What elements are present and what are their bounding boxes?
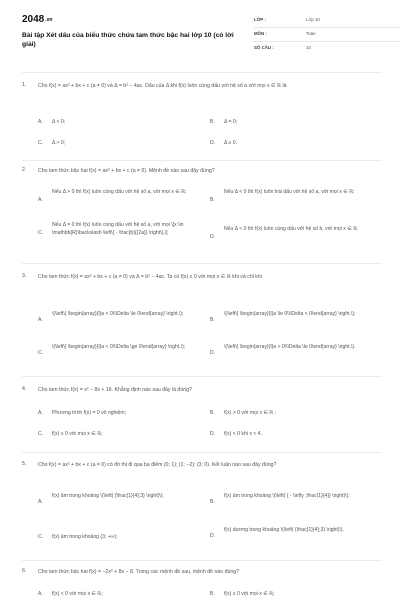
option-text: f(x) âm trong khoảng \(\left( {\frac{1}{4};3} \right)\); bbox=[52, 493, 164, 499]
option-text: Δ > 0; bbox=[52, 140, 66, 146]
option-letter: A. bbox=[38, 197, 43, 203]
logo-suffix: .vn bbox=[45, 17, 53, 23]
divider bbox=[22, 72, 382, 73]
option-letter: B. bbox=[210, 197, 215, 203]
divider bbox=[22, 263, 382, 264]
divider bbox=[22, 452, 382, 453]
option-text: \(\left\{ \begin{array}{l}a < 0\\\Delta \ge 0\end{array} \right.\); bbox=[52, 344, 186, 350]
question-number: 5. bbox=[22, 461, 27, 467]
option-letter: D. bbox=[210, 140, 216, 146]
option-c[interactable] bbox=[38, 343, 208, 365]
option-b[interactable] bbox=[210, 188, 382, 210]
meta-key: MÔN : bbox=[254, 31, 267, 36]
document-header bbox=[22, 14, 382, 58]
option-text: Δ ≥ 0. bbox=[224, 140, 237, 146]
option-a[interactable] bbox=[38, 188, 208, 210]
option-letter: D. bbox=[210, 234, 216, 240]
divider bbox=[22, 376, 382, 377]
option-letter: C. bbox=[38, 431, 44, 437]
option-text: Phương trình f(x) = 0 vô nghiệm; bbox=[52, 410, 126, 416]
option-text: f(x) dương trong khoảng \(\left( {\frac{1}{4};3} \right)\). bbox=[224, 527, 345, 533]
option-a[interactable] bbox=[38, 310, 208, 332]
question-text: Cho tam thức bậc hai f(x) = −2x² + 8x − 8. Trong các mệnh đề sau, mệnh đề nào đúng? bbox=[38, 569, 240, 575]
question-text: Cho f(x) = ax² + bx + c (a ≠ 0) có đồ thị đi qua ba điểm (0; 1); (1; −2); (3; 0). Kết luận nào sau đây đúng? bbox=[38, 462, 277, 468]
option-text: Nếu Δ = 0 thì f(x) luôn cùng dấu với hệ số a, với mọi \[x \in \mathbb{R}\backslash \left\{ - \frac{b}{{2a}} \right\},\] bbox=[52, 222, 184, 236]
meta-row-subject bbox=[254, 28, 400, 42]
option-text: Δ = 0; bbox=[224, 119, 238, 125]
meta-key: LỚP : bbox=[254, 17, 266, 22]
option-letter: C. bbox=[38, 350, 44, 356]
question-6 bbox=[22, 568, 382, 600]
question-5 bbox=[22, 461, 382, 557]
meta-row-class bbox=[254, 14, 400, 28]
option-letter: B. bbox=[210, 317, 215, 323]
option-letter: A. bbox=[38, 591, 43, 597]
option-text: Nếu Δ > 0 thì f(x) luôn cùng dấu với hệ số a, với mọi x ∈ ℝ; bbox=[52, 189, 187, 195]
meta-key: SỐ CÂU : bbox=[254, 45, 274, 50]
option-text: Nếu Δ < 0 thì f(x) luôn cùng dấu với hệ số b, với mọi x ∈ ℝ. bbox=[224, 226, 359, 232]
divider bbox=[22, 160, 382, 161]
question-text: Cho tam thức f(x) = ax² + bx + c (a ≠ 0) và Δ = b² − 4ac. Ta có f(x) ≤ 0 với mọi x ∈ ℝ khi và chỉ khi bbox=[38, 274, 262, 280]
option-letter: D. bbox=[210, 431, 216, 437]
option-b[interactable] bbox=[210, 492, 382, 514]
question-number: 3. bbox=[22, 273, 27, 279]
option-text: f(x) < 0 với mọi x ∈ ℝ; bbox=[52, 591, 103, 597]
option-letter: D. bbox=[210, 350, 216, 356]
question-3 bbox=[22, 273, 382, 373]
meta-row-count bbox=[254, 42, 400, 55]
question-number: 1. bbox=[22, 82, 27, 88]
option-text: f(x) ≥ 0 với mọi x ∈ ℝ; bbox=[52, 431, 103, 437]
question-text: Cho tam thức f(x) = x² − 8x + 16. Khẳng định nào sau đây là đúng? bbox=[38, 387, 192, 393]
option-letter: B. bbox=[210, 410, 215, 416]
option-d[interactable] bbox=[210, 225, 382, 247]
question-number: 6. bbox=[22, 568, 27, 574]
question-number: 2. bbox=[22, 167, 27, 173]
option-text: Nếu Δ < 0 thì f(x) luôn trái dấu với hệ số a, với mọi x ∈ ℝ; bbox=[224, 189, 355, 195]
option-a[interactable] bbox=[38, 492, 208, 514]
meta-value: 10 bbox=[306, 45, 311, 50]
option-letter: A. bbox=[38, 119, 43, 125]
meta-value: Toán bbox=[306, 31, 316, 36]
option-letter: B. bbox=[210, 499, 215, 505]
option-text: f(x) âm trong khoảng \(\left( { - \infty ;\frac{1}{4}} \right)\); bbox=[224, 493, 350, 499]
option-letter: C. bbox=[38, 534, 44, 540]
question-1 bbox=[22, 82, 382, 158]
site-logo[interactable] bbox=[22, 14, 52, 25]
option-d[interactable] bbox=[210, 526, 382, 548]
option-text: f(x) ≥ 0 với mọi x ∈ ℝ; bbox=[224, 591, 275, 597]
divider bbox=[22, 560, 382, 561]
question-number: 4. bbox=[22, 386, 27, 392]
option-letter: B. bbox=[210, 119, 215, 125]
logo-text: 2048 bbox=[22, 14, 45, 25]
option-letter: A. bbox=[38, 410, 43, 416]
option-d[interactable] bbox=[210, 343, 382, 365]
meta-value: Lớp 10 bbox=[306, 17, 320, 22]
option-text: f(x) âm trong khoảng (3; +∞); bbox=[52, 534, 118, 540]
question-4 bbox=[22, 386, 382, 448]
option-letter: C. bbox=[38, 140, 44, 146]
option-letter: C. bbox=[38, 230, 44, 236]
option-letter: A. bbox=[38, 499, 43, 505]
option-text: \(\left\{ \begin{array}{l}a > 0\\\Delta \le 0\end{array} \right.\). bbox=[224, 344, 356, 350]
option-letter: D. bbox=[210, 533, 216, 539]
option-text: \(\left\{ \begin{array}{l}a \le 0\\\Delta < 0\end{array} \right.\); bbox=[224, 311, 356, 317]
option-text: f(x) > 0 với mọi x ∈ ℝ ; bbox=[224, 410, 277, 416]
option-text: \(\left\{ \begin{array}{l}a < 0\\\Delta \le 0\end{array} \right.\); bbox=[52, 311, 184, 317]
page-title: Bài tập Xét dấu của biểu thức chứa tam thức bậc hai lớp 10 (có lời giải) bbox=[22, 32, 234, 48]
option-letter: A. bbox=[38, 317, 43, 323]
question-text: Cho f(x) = ax² + bx + c (a ≠ 0) và Δ = b² − 4ac. Dấu của Δ khi f(x) luôn cùng dấu với hệ số a với mọi x ∈ ℝ là bbox=[38, 83, 287, 89]
option-b[interactable] bbox=[210, 310, 382, 332]
option-text: Δ < 0; bbox=[52, 119, 66, 125]
question-text: Cho tam thức bậc hai f(x) = ax² + bx + c (a ≠ 0). Mệnh đề nào sau đây đúng? bbox=[38, 168, 215, 174]
question-2 bbox=[22, 167, 382, 257]
option-text: f(x) < 0 khi x < 4. bbox=[224, 431, 262, 437]
option-c[interactable] bbox=[38, 221, 208, 251]
meta-table bbox=[254, 14, 400, 55]
option-letter: B. bbox=[210, 591, 215, 597]
